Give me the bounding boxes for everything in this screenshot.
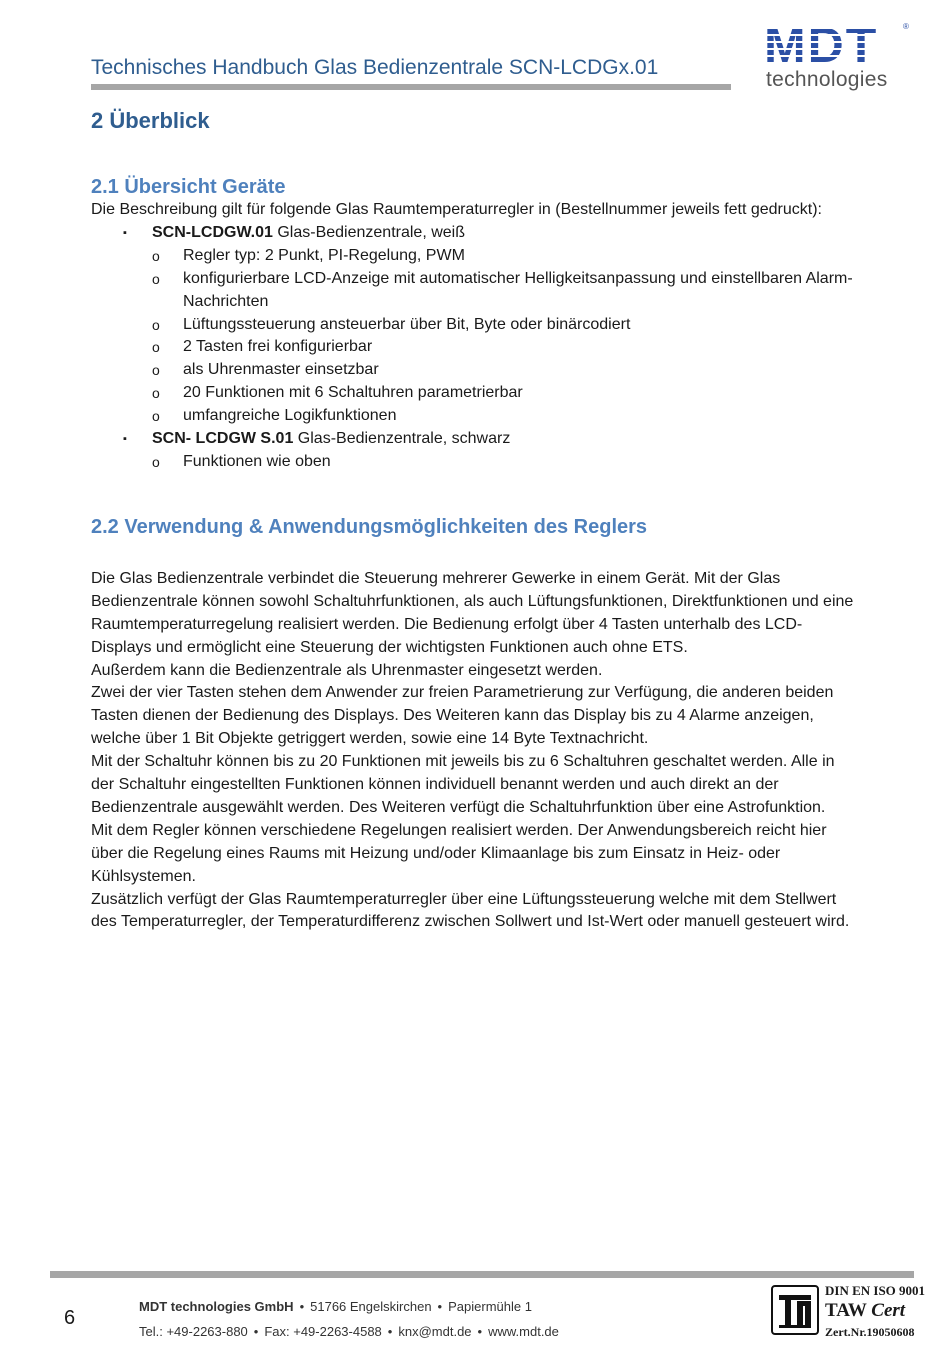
logo-subtitle: technologies bbox=[766, 68, 888, 91]
feature-text: 20 Funktionen mit 6 Schaltuhren parametrierbar bbox=[183, 384, 523, 402]
cert-taw: TAW bbox=[825, 1300, 867, 1321]
cert-number: Zert.Nr.19050608 bbox=[825, 1325, 915, 1339]
circle-bullet-icon: o bbox=[152, 339, 160, 356]
circle-bullet-icon: o bbox=[152, 247, 160, 264]
section-body bbox=[91, 568, 861, 935]
company-name: MDT technologies GmbH bbox=[139, 1299, 294, 1314]
product-list bbox=[91, 222, 861, 474]
circle-bullet-icon: o bbox=[152, 453, 160, 470]
email: knx@mdt.de bbox=[398, 1324, 472, 1339]
product-item bbox=[91, 222, 861, 428]
feature-item bbox=[152, 382, 861, 405]
feature-text: Regler typ: 2 Punkt, PI-Regelung, PWM bbox=[183, 246, 465, 264]
separator-dot: • bbox=[477, 1324, 483, 1339]
separator-dot: • bbox=[253, 1324, 259, 1339]
product-name: Glas-Bedienzentrale, schwarz bbox=[293, 430, 511, 448]
feature-item bbox=[152, 245, 861, 268]
paragraph: Außerdem kann die Bedienzentrale als Uhrenmaster eingesetzt werden. bbox=[91, 661, 603, 679]
paragraph: Zwei der vier Tasten stehen dem Anwender zur freien Parametrierung zur Verfügung, die anderen beiden Tasten dienen der Bedienung des Displays. Des Weiteren kann das Display bis zu 4 Alarme anzeigen, welche über 1 Bit Objekte getriggert werden, sowie eine 14 Byte Textnachricht. bbox=[91, 684, 834, 748]
product-name: Glas-Bedienzentrale, weiß bbox=[272, 223, 465, 241]
page-content bbox=[91, 100, 861, 934]
separator-dot: • bbox=[299, 1299, 305, 1314]
feature-item bbox=[152, 451, 861, 474]
mdt-logo bbox=[764, 17, 912, 96]
circle-bullet-icon: o bbox=[152, 408, 160, 425]
section-heading-2-2: 2.2 Verwendung & Anwendungsmöglichkeiten des Reglers bbox=[91, 515, 648, 538]
square-bullet-icon: ▪ bbox=[123, 226, 127, 239]
feature-item bbox=[152, 268, 861, 314]
feature-item bbox=[152, 359, 861, 382]
page-number: 6 bbox=[64, 1307, 76, 1329]
header-divider bbox=[91, 84, 731, 90]
feature-text: konfigurierbare LCD-Anzeige mit automatischer Helligkeitsanpassung und einstellbaren Alarm-Nachrichten bbox=[183, 269, 853, 310]
street: Papiermühle 1 bbox=[448, 1299, 532, 1314]
feature-text: umfangreiche Logikfunktionen bbox=[183, 407, 397, 425]
cert-cert: Cert bbox=[871, 1300, 906, 1321]
product-code: SCN- LCDGW S.01 bbox=[152, 430, 294, 448]
feature-text: als Uhrenmaster einsetzbar bbox=[183, 361, 379, 379]
cert-standard: DIN EN ISO 9001 bbox=[825, 1283, 926, 1298]
feature-list bbox=[152, 245, 861, 428]
feature-text: Funktionen wie oben bbox=[183, 452, 331, 470]
feature-item bbox=[152, 336, 861, 359]
paragraph: Mit der Schaltuhr können bis zu 20 Funktionen mit jeweils bis zu 6 Schaltuhren geschaltet werden. Alle in der Schaltuhr eingestellten Funktionen können individuell benannt werden und auch direkt an der Bedienzentrale ausgewählt werden. Des Weiteren verfügt die Schaltuhrfunktion über eine Astrofunktion. bbox=[91, 753, 835, 816]
feature-list bbox=[152, 451, 861, 474]
circle-bullet-icon: o bbox=[152, 385, 160, 402]
footer-address bbox=[139, 1299, 532, 1314]
taw-cert-logo-icon bbox=[771, 1285, 819, 1335]
section-heading-2-1: 2.1 Übersicht Geräte bbox=[91, 176, 286, 198]
square-bullet-icon: ▪ bbox=[123, 433, 127, 446]
paragraph: Die Glas Bedienzentrale verbindet die Steuerung mehrerer Gewerke in einem Gerät. Mit der Glas Bedienzentrale können sowohl Schaltuhrfunktionen, als auch Lüftungsfunktionen, Direktfunktionen und eine Raumtemperaturregelung realisiert werden. Die Bedienung erfolgt über 4 Tasten unterhalb des LCD-Displays und ermöglicht eine Steuerung der wichtigsten Funktionen auch ohne ETS. bbox=[91, 569, 854, 656]
document-title: Technisches Handbuch Glas Bedienzentrale SCN-LCDGx.01 bbox=[91, 56, 659, 79]
circle-bullet-icon: o bbox=[152, 362, 160, 379]
section-intro: Die Beschreibung gilt für folgende Glas Raumtemperaturregler in (Bestellnummer jeweils fett gedruckt): bbox=[91, 201, 822, 218]
city: 51766 Engelskirchen bbox=[310, 1299, 432, 1314]
website: www.mdt.de bbox=[488, 1324, 559, 1339]
product-code: SCN-LCDGW.01 bbox=[152, 223, 273, 241]
fax: Fax: +49-2263-4588 bbox=[264, 1324, 382, 1339]
logo-letters: MDT bbox=[764, 22, 904, 68]
circle-bullet-icon: o bbox=[152, 270, 160, 287]
product-item bbox=[91, 428, 861, 474]
feature-text: 2 Tasten frei konfigurierbar bbox=[183, 338, 373, 356]
footer-divider bbox=[50, 1271, 914, 1278]
feature-item bbox=[152, 314, 861, 337]
paragraph: Zusätzlich verfügt der Glas Raumtemperaturregler über eine Lüftungssteuerung welche mit dem Stellwert des Temperaturregler, der Temperaturdifferenz zwischen Sollwert und Ist-Wert oder manuell gesteuert wird. bbox=[91, 890, 850, 931]
paragraph: Mit dem Regler können verschiedene Regelungen realisiert werden. Der Anwendungsbereich reicht hier über die Regelung eines Raums mit Heizung und/oder Klimaanlage bis zum Einsatz in Heiz- oder Kühlsystemen. bbox=[91, 821, 827, 885]
circle-bullet-icon: o bbox=[152, 316, 160, 333]
footer-contact bbox=[139, 1324, 559, 1339]
phone: Tel.: +49-2263-880 bbox=[139, 1324, 248, 1339]
taw-mark-icon bbox=[773, 1287, 817, 1333]
registered-mark: ® bbox=[903, 22, 909, 31]
separator-dot: • bbox=[437, 1299, 443, 1314]
certification-badge bbox=[771, 1283, 931, 1343]
feature-item bbox=[152, 405, 861, 428]
cert-body bbox=[825, 1300, 905, 1322]
feature-text: Lüftungssteuerung ansteuerbar über Bit, Byte oder binärcodiert bbox=[183, 315, 631, 333]
separator-dot: • bbox=[387, 1324, 393, 1339]
chapter-heading: 2 Überblick bbox=[91, 108, 210, 133]
